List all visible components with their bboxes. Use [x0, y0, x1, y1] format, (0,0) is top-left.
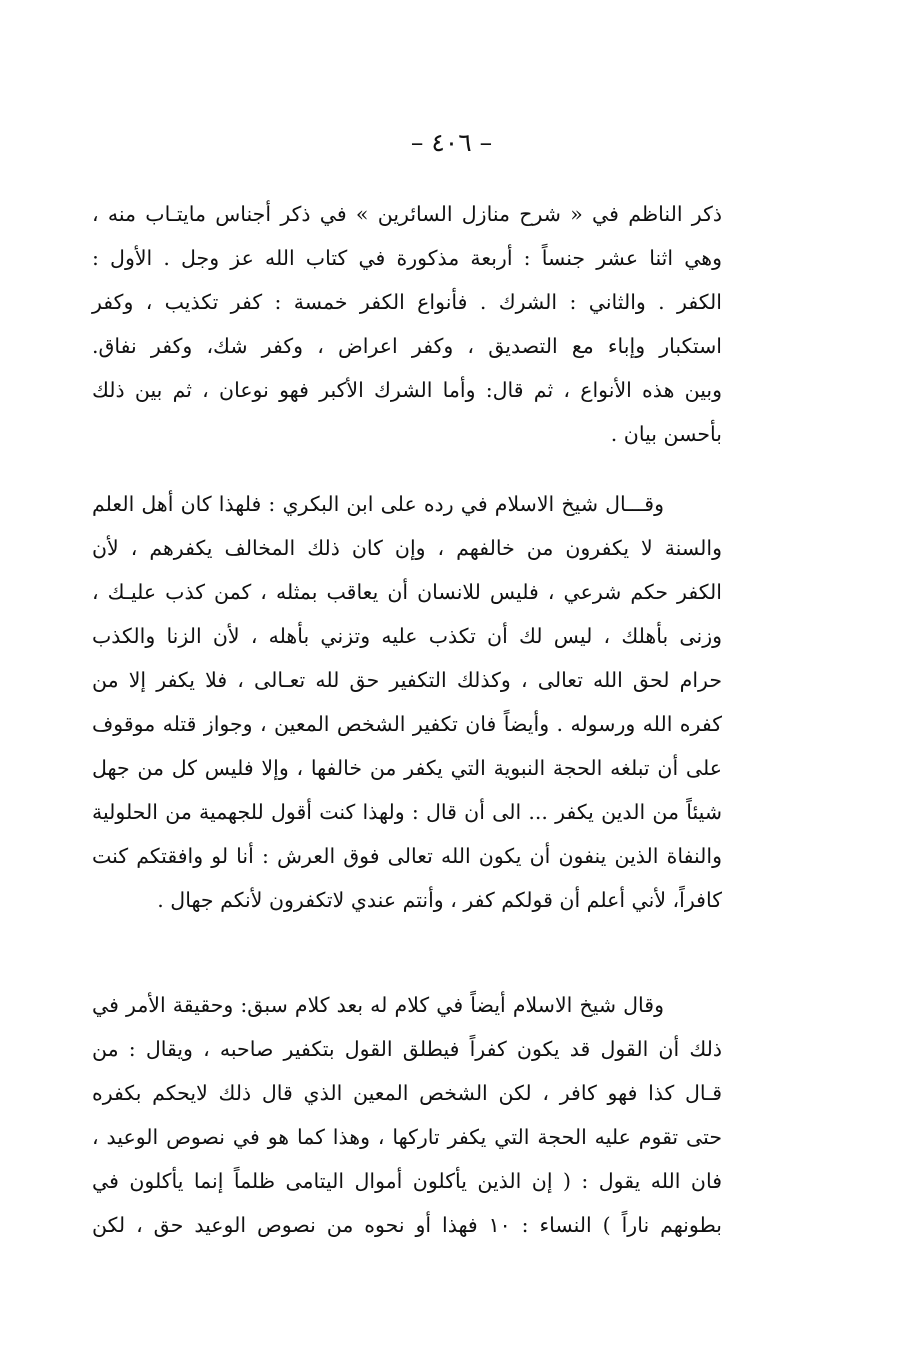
text-line: وقـــال شيخ الاسلام في رده على ابن البكري : فلهذا كان أهل العلم [92, 492, 664, 516]
text-line: استكبار وإباء مع التصديق ، وكفر اعراض ، وكفر شك، وكفر نفاق. [92, 334, 722, 358]
paragraph-2 [92, 482, 722, 922]
paragraph-1 [92, 192, 722, 456]
text-line: ذلك أن القول قد يكون كفراً فيطلق القول بتكفير صاحبه ، ويقال : من [92, 1037, 722, 1061]
page-number: – ٤٠٦ – [410, 128, 493, 157]
text-line: وزنى بأهلك ، ليس لك أن تكذب عليه وتزني بأهله ، لأن الزنا والكذب [92, 624, 722, 648]
text-line: بأحسن بيان . [610, 422, 722, 446]
text-line: الكفر حكم شرعي ، فليس للانسان أن يعاقب بمثله ، كمن كذب عليـك ، [92, 580, 722, 604]
text-line: على أن تبلغه الحجة النبوية التي يكفر من خالفها ، وإلا فليس كل من جهل [92, 756, 722, 780]
text-line: حتى تقوم عليه الحجة التي يكفر تاركها ، وهذا كما هو في نصوص الوعيد ، [92, 1125, 722, 1149]
text-line: والسنة لا يكفرون من خالفهم ، وإن كان ذلك المخالف يكفرهم ، لأن [92, 536, 722, 560]
text-line: وبين هذه الأنواع ، ثم قال: وأما الشرك الأكبر فهو نوعان ، ثم بين ذلك [92, 378, 722, 402]
text-line: وقال شيخ الاسلام أيضاً في كلام له بعد كلام سبق: وحقيقة الأمر في [92, 993, 664, 1017]
text-line: الكفر . والثاني : الشرك . فأنواع الكفر خمسة : كفر تكذيب ، وكفر [92, 290, 722, 314]
text-line: بطونهم ناراً ) النساء : ١٠ فهذا أو نحوه من نصوص الوعيد حق ، لكن [92, 1213, 722, 1237]
text-line: كافراً، لأني أعلم أن قولكم كفر ، وأنتم عندي لاتكفرون لأنكم جهال . [157, 888, 722, 912]
text-line: فان الله يقول : ( إن الذين يأكلون أموال اليتامى ظلماً إنما يأكلون في [92, 1169, 722, 1193]
text-line: كفره الله ورسوله . وأيضاً فان تكفير الشخص المعين ، وجواز قتله موقوف [92, 712, 722, 736]
text-line: حرام لحق الله تعالى ، وكذلك التكفير حق لله تعـالى ، فلا يكفر إلا من [92, 668, 722, 692]
text-line: وهي اثنا عشر جنساً : أربعة مذكورة في كتاب الله عز وجل . الأول : [92, 246, 722, 270]
text-line: ذكر الناظم في « شرح منازل السائرين » في ذكر أجناس مايتـاب منه ، [92, 202, 722, 226]
paragraph-3 [92, 983, 722, 1247]
text-line: قـال كذا فهو كافر ، لكن الشخص المعين الذي قال ذلك لايحكم بكفره [92, 1081, 722, 1105]
text-line: شيئاً من الدين يكفر ... الى أن قال : ولهذا كنت أقول للجهمية من الحلولية [92, 800, 722, 824]
text-line: والنفاة الذين ينفون أن يكون الله تعالى فوق العرش : أنا لو وافقتكم كنت [92, 844, 722, 868]
